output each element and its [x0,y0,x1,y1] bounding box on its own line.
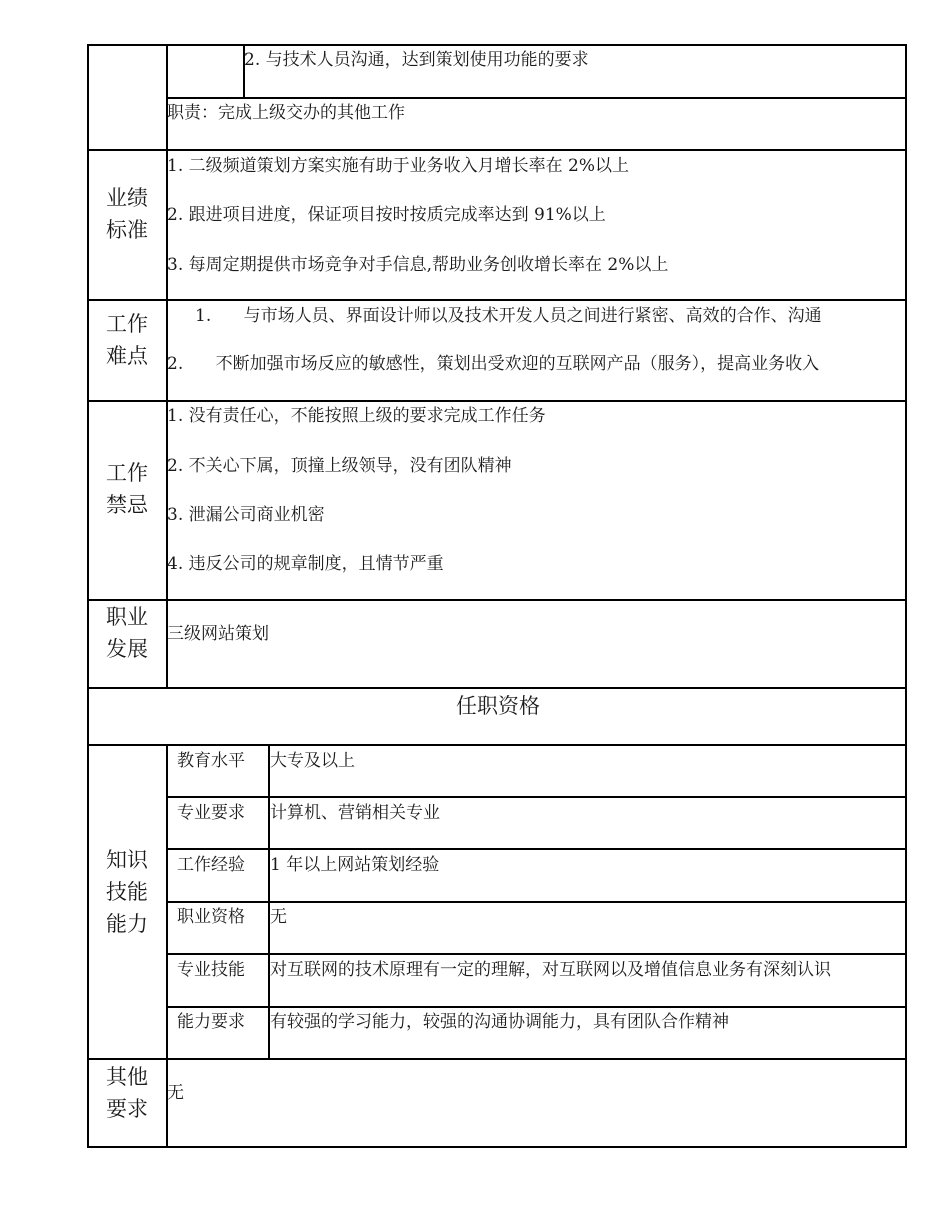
qualification-value: 无 [270,907,287,927]
list-item: 4. 违反公司的规章制度，且情节严重 [167,554,444,574]
row-divider [166,901,907,903]
list-item: 1. 与市场人员、界面设计师以及技术开发人员之间进行紧密、高效的合作、沟通 [195,306,822,326]
table-border [87,44,907,46]
qualification-value: 大专及以上 [270,751,355,771]
list-item: 1. 二级频道策划方案实施有助于业务收入月增长率在 2%以上 [167,156,629,176]
qualification-key: 能力要求 [177,1012,245,1032]
list-item: 2. 不关心下属，顶撞上级领导，没有团队精神 [167,456,512,476]
section-label-qualification: 知识 技能 能力 [106,848,148,936]
section-title-qualification: 任职资格 [456,694,540,718]
list-item: 3. 每周定期提供市场竞争对手信息,帮助业务创收增长率在 2%以上 [167,255,669,275]
row-divider [87,149,907,151]
qualification-value: 有较强的学习能力，较强的沟通协调能力，具有团队合作精神 [270,1012,729,1032]
row-divider [87,687,907,689]
row-divider [166,848,907,850]
qualification-key: 教育水平 [177,751,245,771]
section-label-taboo: 工作 禁忌 [106,461,148,517]
list-item: 1. 没有责任心，不能按照上级的要求完成工作任务 [167,406,546,426]
row-divider [87,1058,907,1060]
responsibility-item: 2. 与技术人员沟通，达到策划使用功能的要求 [244,50,589,70]
row-divider [87,299,907,301]
section-label-performance: 业绩 标准 [106,186,148,242]
table-border [905,44,907,1148]
qualification-value: 1 年以上网站策划经验 [270,855,440,875]
row-divider [166,1006,907,1008]
row-divider [166,953,907,955]
other-requirements: 无 [167,1083,184,1103]
section-label-other: 其他 要求 [106,1065,148,1121]
row-divider [87,744,907,746]
row-divider [166,796,907,798]
qualification-key: 职业资格 [177,907,245,927]
qualification-value: 对互联网的技术原理有一定的理解，对互联网以及增值信息业务有深刻认识 [270,960,831,980]
list-item: 2. 不断加强市场反应的敏感性，策划出受欢迎的互联网产品（服务），提高业务收入 [167,354,820,374]
section-label-career: 职业 发展 [106,605,148,661]
row-divider [87,400,907,402]
list-item: 3. 泄漏公司商业机密 [167,505,325,525]
career-path: 三级网站策划 [167,624,269,644]
table-border [87,1146,907,1148]
qualification-key: 专业要求 [177,803,245,823]
row-divider [87,599,907,601]
qualification-key: 工作经验 [177,855,245,875]
qualification-value: 计算机、营销相关专业 [270,803,440,823]
qualification-key: 专业技能 [177,960,245,980]
row-divider [166,97,907,99]
list-item: 2. 跟进项目进度，保证项目按时按质完成率达到 91%以上 [167,205,606,225]
responsibility-duty: 职责：完成上级交办的其他工作 [167,103,405,123]
section-label-difficulty: 工作 难点 [106,312,148,368]
